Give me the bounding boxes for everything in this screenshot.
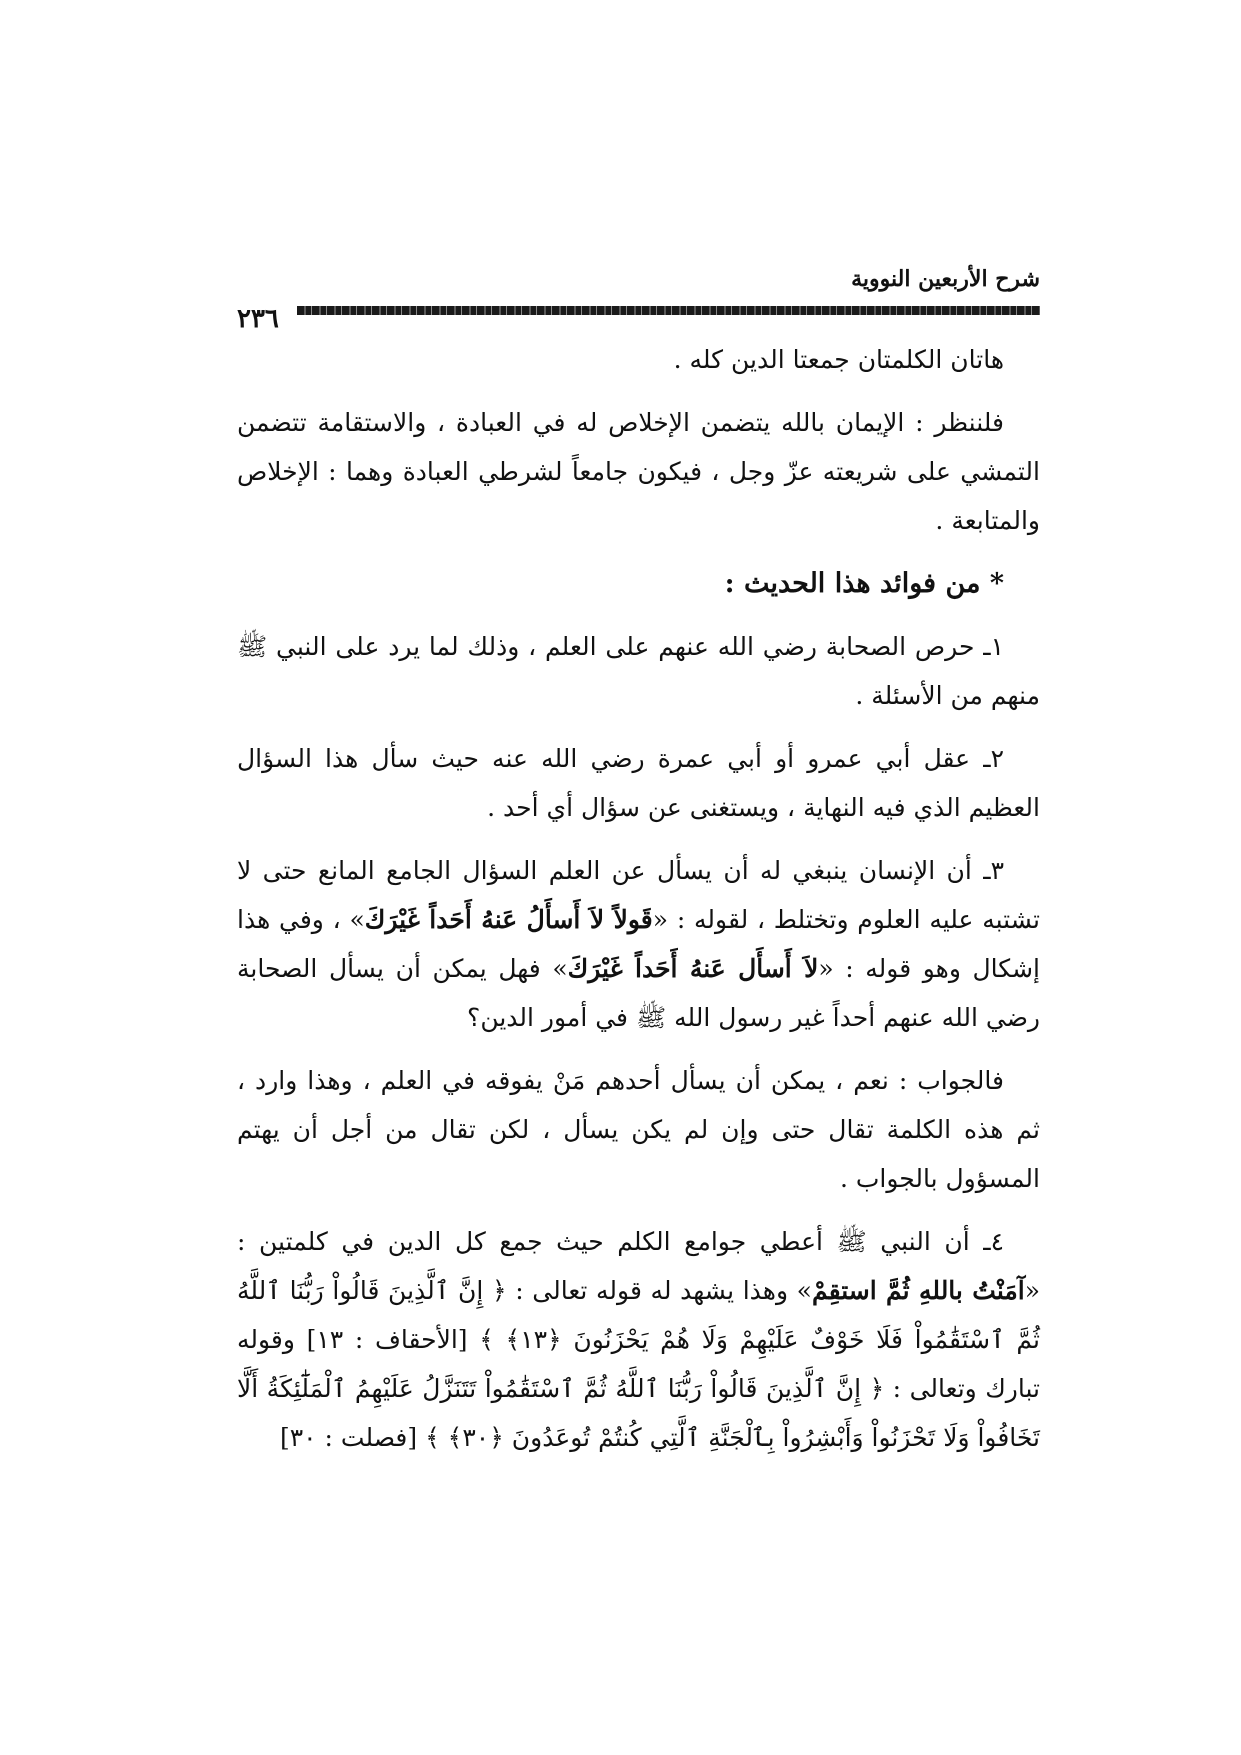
page-body: [237, 335, 1040, 1476]
item-4-text-a: ٤ـ أن النبي ﷺ أعطي جوامع الكلم حيث جمع كل الدين في كلمتين : «: [237, 1227, 1040, 1305]
answer-paragraph: فالجواب : نعم ، يمكن أن يسأل أحدهم مَنْ يفوقه في العلم ، وهذا وارد ، ثم هذه الكلمة تقال حتى وإن لم يكن يسأل ، لكن تقال من أجل أن يهتم المسؤول بالجواب .: [237, 1066, 1040, 1193]
paragraph-explanation: فلننظر : الإيمان بالله يتضمن الإخلاص له في العبادة ، والاستقامة تتضمن التمشي على شريعته عزّ وجل ، فيكون جامعاً لشرطي العبادة وهما : الإخلاص والمتابعة .: [237, 408, 1040, 535]
benefit-item-3: [237, 846, 1040, 1042]
header-rule: [297, 306, 1040, 315]
benefit-item-4: [237, 1217, 1040, 1462]
item-4-text-b: » وهذا يشهد له قوله تعالى : ﴿ إِنَّ ٱلَّذِينَ قَالُواْ رَبُّنَا ٱللَّهُ ثُمَّ ٱسْتَقَٰمُواْ فَلَا خَوْفٌ عَلَيْهِمْ وَلَا هُمْ يَحْزَنُونَ ﴿١٣﴾ ﴾ [الأحقاف : ١٣] وقوله تبارك وتعالى : ﴿ إِنَّ ٱلَّذِينَ قَالُواْ رَبُّنَا ٱللَّهُ ثُمَّ ٱسْتَقَٰمُواْ تَتَنَزَّلُ عَلَيْهِمُ ٱلْمَلَٰٓئِكَةُ أَلَّا تَخَافُواْ وَلَا تَحْزَنُواْ وَأَبْشِرُواْ بِٱلْجَنَّةِ ٱلَّتِي كُنتُمْ تُوعَدُونَ ﴿٣٠﴾ ﴾ [فصلت : ٣٠]: [237, 1276, 1040, 1452]
hadith-quote-1: قَولاً لاَ أَسأَلُ عَنهُ أَحَداً غَيْرَكَ: [364, 905, 653, 934]
item-3-text-c: » فهل يمكن أن يسأل الصحابة رضي الله عنهم أحداً غير رسول الله ﷺ في أمور الدين؟: [237, 954, 1040, 1032]
item-3-text-b: » ، وفي هذا إشكال وهو قوله : «: [237, 905, 1041, 983]
running-title: شرح الأربعين النووية: [851, 266, 1040, 292]
benefit-item-1: ١ـ حرص الصحابة رضي الله عنهم على العلم ، وذلك لما يرد على النبي ﷺ منهم من الأسئلة .: [237, 632, 1040, 710]
section-heading: * من فوائد هذا الحديث :: [724, 568, 1004, 599]
hadith-quote-2: لاَ أَسأَل عَنهُ أَحَداً غَيْرَكَ: [567, 954, 819, 983]
benefit-item-2: ٢ـ عقل أبي عمرو أو أبي عمرة رضي الله عنه حيث سأل هذا السؤال العظيم الذي فيه النهاية ، ويستغنى عن سؤال أي أحد .: [237, 744, 1040, 822]
page-header: [237, 266, 1040, 334]
item-3-text-a: ٣ـ أن الإنسان ينبغي له أن يسأل عن العلم السؤال الجامع المانع حتى لا تشتبه عليه العلوم وتختلط ، لقوله : «: [237, 856, 1040, 934]
paragraph-intro: هاتان الكلمتان جمعتا الدين كله .: [673, 345, 1004, 374]
hadith-quote-3: آمَنْتُ باللهِ ثُمَّ استقِمْ: [811, 1276, 1025, 1305]
page-number: ٢٣٦: [237, 306, 285, 332]
